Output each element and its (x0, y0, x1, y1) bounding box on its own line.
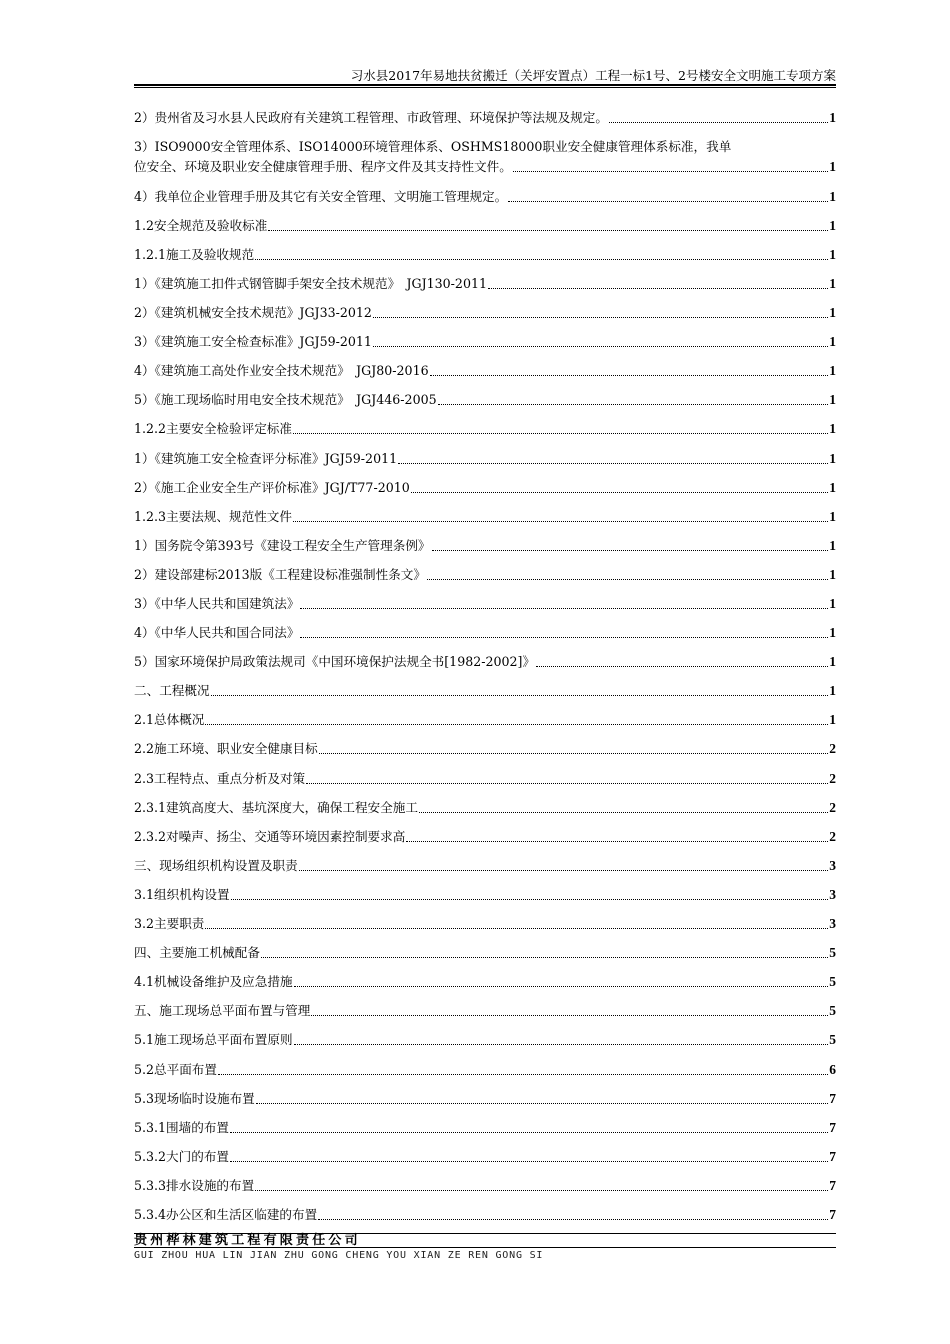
toc-dot-leader (300, 608, 828, 609)
toc-entry-text: 三、现场组织机构设置及职责 (134, 857, 298, 873)
toc-entry-text: 3）《建筑施工安全检查标准》JGJ59-2011 (134, 334, 372, 350)
toc-entry[interactable] (134, 1147, 836, 1167)
toc-page-number: 1 (829, 159, 836, 175)
toc-entry-text: 2.2施工环境、职业安全健康目标 (134, 741, 318, 757)
toc-entry-text: 2）《建筑机械安全技术规范》JGJ33-2012 (134, 305, 372, 321)
toc-page-number: 7 (829, 1119, 836, 1135)
toc-page-number: 1 (829, 537, 836, 553)
toc-dot-leader (230, 1161, 828, 1162)
toc-dot-leader (261, 957, 828, 958)
toc-entry[interactable] (134, 1001, 836, 1021)
toc-entry-text: 2.3.2对噪声、扬尘、交通等环境因素控制要求高 (134, 828, 406, 844)
toc-dot-leader (406, 841, 828, 842)
toc-entry[interactable] (134, 1089, 836, 1109)
toc-page-number: 7 (829, 1090, 836, 1106)
toc-entry-text: 1）国务院令第393号《建设工程安全生产管理条例》 (134, 537, 431, 553)
toc-entry-text: 5.3.4办公区和生活区临建的布置 (134, 1206, 318, 1222)
toc-page-number: 2 (829, 741, 836, 757)
toc-dot-leader (299, 870, 829, 871)
toc-entry[interactable] (134, 710, 836, 730)
toc-dot-leader (205, 724, 828, 725)
toc-page-number: 2 (829, 828, 836, 844)
toc-entry-text: 4）我单位企业管理手册及其它有关安全管理、文明施工管理规定。 (134, 188, 508, 204)
toc-entry-text: 2.1总体概况 (134, 712, 205, 728)
toc-dot-leader (411, 492, 829, 493)
toc-entry[interactable] (134, 478, 836, 498)
toc-entry[interactable] (134, 972, 836, 992)
toc-entry-text: 1.2.3主要法规、规范性文件 (134, 508, 292, 524)
toc-entry-text-continued: 位安全、环境及职业安全健康管理手册、程序文件及其支持性文件。 (134, 159, 512, 175)
toc-entry-text: 2）《施工企业安全生产评价标准》JGJ/T77-2010 (134, 479, 410, 495)
toc-page-number: 3 (829, 857, 836, 873)
toc-page-number: 1 (829, 508, 836, 524)
toc-entry[interactable] (134, 245, 836, 265)
toc-dot-leader (294, 986, 829, 987)
toc-dot-leader (432, 550, 829, 551)
toc-entry[interactable] (134, 419, 836, 439)
toc-entry-text: 2.3工程特点、重点分析及对策 (134, 770, 306, 786)
toc-page-number: 2 (829, 770, 836, 786)
toc-entry-text: 5.3.2大门的布置 (134, 1148, 230, 1164)
toc-entry-text: 2.3.1建筑高度大、基坑深度大，确保工程安全施工 (134, 799, 418, 815)
toc-page-number: 1 (829, 188, 836, 204)
toc-page-number: 1 (829, 479, 836, 495)
footer-company-name: 贵州桦林建筑工程有限责任公司 (134, 1233, 361, 1248)
toc-entry-text: 1.2.2主要安全检验评定标准 (134, 421, 292, 437)
toc-page-number: 1 (829, 217, 836, 233)
toc-page-number: 1 (829, 683, 836, 699)
toc-page-number: 1 (829, 275, 836, 291)
toc-dot-leader (293, 521, 828, 522)
toc-entry-text: 3.1组织机构设置 (134, 886, 230, 902)
toc-dot-leader (609, 122, 828, 123)
toc-entry[interactable] (134, 1205, 836, 1225)
toc-entry[interactable] (134, 449, 836, 469)
toc-dot-leader (438, 404, 829, 405)
toc-entry[interactable] (134, 739, 836, 759)
toc-entry[interactable] (134, 798, 836, 818)
toc-entry[interactable] (134, 108, 836, 128)
toc-page-number: 3 (829, 916, 836, 932)
toc-entry-text: 四、主要施工机械配备 (134, 945, 260, 961)
toc-dot-leader (398, 463, 828, 464)
header-rule-thin (134, 87, 836, 88)
toc-page-number: 1 (829, 392, 836, 408)
toc-entry-text: 2）建设部建标2013版《工程建设标准强制性条文》 (134, 566, 426, 582)
toc-entry-text: 5.3现场临时设施布置 (134, 1090, 255, 1106)
toc-entry-text: 1.2.1施工及验收规范 (134, 246, 255, 262)
footer-company-pinyin: GUI ZHOU HUA LIN JIAN ZHU GONG CHENG YOU XIAN ZE REN GONG SI (134, 1250, 544, 1261)
toc-dot-leader (488, 288, 828, 289)
toc-entry-text: 4.1机械设备维护及应急措施 (134, 974, 293, 990)
toc-dot-leader (218, 1074, 828, 1075)
table-of-contents (134, 108, 836, 1234)
toc-entry[interactable] (134, 1060, 836, 1080)
toc-page-number: 1 (829, 334, 836, 350)
toc-page-number: 1 (829, 363, 836, 379)
toc-entry-text: 5.2总平面布置 (134, 1061, 217, 1077)
toc-dot-leader (231, 899, 829, 900)
toc-page-number: 1 (829, 246, 836, 262)
toc-page-number: 7 (829, 1177, 836, 1193)
toc-entry[interactable] (134, 303, 836, 323)
toc-entry[interactable] (134, 885, 836, 905)
toc-page-number: 5 (829, 1003, 836, 1019)
toc-page-number: 1 (829, 654, 836, 670)
toc-dot-leader (256, 1103, 828, 1104)
toc-entry[interactable] (134, 390, 836, 410)
toc-entry[interactable] (134, 914, 836, 934)
toc-entry[interactable] (134, 332, 836, 352)
toc-dot-leader (311, 1015, 828, 1016)
toc-dot-leader (268, 230, 828, 231)
toc-entry-text: 4）《中华人民共和国合同法》 (134, 625, 300, 641)
toc-page-number: 6 (829, 1061, 836, 1077)
toc-entry-text: 五、施工现场总平面布置与管理 (134, 1003, 311, 1019)
toc-entry-text: 二、工程概况 (134, 683, 210, 699)
toc-entry[interactable] (134, 361, 836, 381)
toc-page-number: 1 (829, 110, 836, 125)
toc-entry[interactable] (134, 187, 836, 207)
toc-entry[interactable] (134, 565, 836, 585)
toc-entry[interactable] (134, 856, 836, 876)
toc-dot-leader (230, 1132, 828, 1133)
toc-page-number: 1 (829, 305, 836, 321)
toc-dot-leader (205, 928, 828, 929)
toc-entry[interactable] (134, 594, 836, 614)
toc-entry[interactable] (134, 623, 836, 643)
toc-dot-leader (513, 171, 828, 172)
toc-page-number: 7 (829, 1148, 836, 1164)
toc-page-number: 1 (829, 712, 836, 728)
toc-page-number: 7 (829, 1206, 836, 1222)
toc-dot-leader (318, 1219, 828, 1220)
toc-page-number: 1 (829, 450, 836, 466)
toc-page-number: 3 (829, 886, 836, 902)
toc-entry-text: 2）贵州省及习水县人民政府有关建筑工程管理、市政管理、环境保护等法规及规定。 (134, 110, 608, 125)
toc-dot-leader (300, 637, 828, 638)
toc-entry-text: 5）《施工现场临时用电安全技术规范》 JGJ446-2005 (134, 392, 437, 408)
document-header-title: 习水县2017年易地扶贫搬迁（关坪安置点）工程一标1号、2号楼安全文明施工专项方案 (350, 68, 836, 83)
toc-entry-text: 5.3.3排水设施的布置 (134, 1177, 255, 1193)
toc-entry-text: 5）国家环境保护局政策法规司《中国环境保护法规全书[1982-2002]》 (134, 654, 536, 670)
toc-page-number: 5 (829, 1032, 836, 1048)
toc-dot-leader (536, 666, 828, 667)
toc-dot-leader (427, 579, 828, 580)
toc-page-number: 5 (829, 945, 836, 961)
toc-entry-text: 1.2安全规范及验收标准 (134, 217, 268, 233)
toc-entry[interactable] (134, 681, 836, 701)
toc-entry[interactable] (134, 1118, 836, 1138)
toc-dot-leader (255, 259, 828, 260)
toc-page-number: 5 (829, 974, 836, 990)
toc-entry-text: 3）《中华人民共和国建筑法》 (134, 596, 300, 611)
toc-dot-leader (373, 346, 828, 347)
toc-dot-leader (508, 201, 828, 202)
toc-dot-leader (373, 317, 828, 318)
toc-page-number: 1 (829, 625, 836, 641)
toc-entry[interactable] (134, 827, 836, 847)
toc-entry-text: 1）《建筑施工扣件式钢管脚手架安全技术规范》 JGJ130-2011 (134, 275, 487, 291)
toc-dot-leader (306, 783, 828, 784)
toc-entry[interactable] (134, 216, 836, 236)
toc-entry-text: 1）《建筑施工安全检查评分标准》JGJ59-2011 (134, 450, 398, 466)
toc-page-number: 1 (829, 421, 836, 437)
toc-entry[interactable] (134, 652, 836, 672)
toc-dot-leader (294, 1044, 829, 1045)
toc-entry[interactable] (134, 943, 836, 963)
toc-entry-text: 4）《建筑施工高处作业安全技术规范》 JGJ80-2016 (134, 363, 429, 379)
toc-dot-leader (293, 433, 828, 434)
toc-entry-text: 5.3.1围墙的布置 (134, 1119, 230, 1135)
toc-entry[interactable] (134, 507, 836, 527)
toc-entry-text: 5.1施工现场总平面布置原则 (134, 1032, 293, 1048)
toc-dot-leader (255, 1190, 828, 1191)
toc-entry[interactable] (134, 1176, 836, 1196)
toc-entry[interactable] (134, 137, 836, 177)
toc-page-number: 1 (829, 596, 836, 611)
toc-entry[interactable] (134, 536, 836, 556)
toc-dot-leader (430, 375, 829, 376)
toc-dot-leader (419, 812, 828, 813)
toc-entry[interactable] (134, 274, 836, 294)
toc-page-number: 1 (829, 566, 836, 582)
toc-entry[interactable] (134, 1030, 836, 1050)
toc-entry-text: 3.2主要职责 (134, 916, 205, 932)
toc-dot-leader (319, 753, 829, 754)
footer-rule-bottom (134, 1247, 836, 1248)
toc-entry[interactable] (134, 769, 836, 789)
toc-page-number: 2 (829, 799, 836, 815)
header-rule (134, 84, 836, 86)
toc-dot-leader (211, 695, 829, 696)
toc-entry-text: 3）ISO9000安全管理体系、ISO14000环境管理体系、OSHMS18000职业安全健康管理体系标准，我单 (134, 139, 732, 155)
